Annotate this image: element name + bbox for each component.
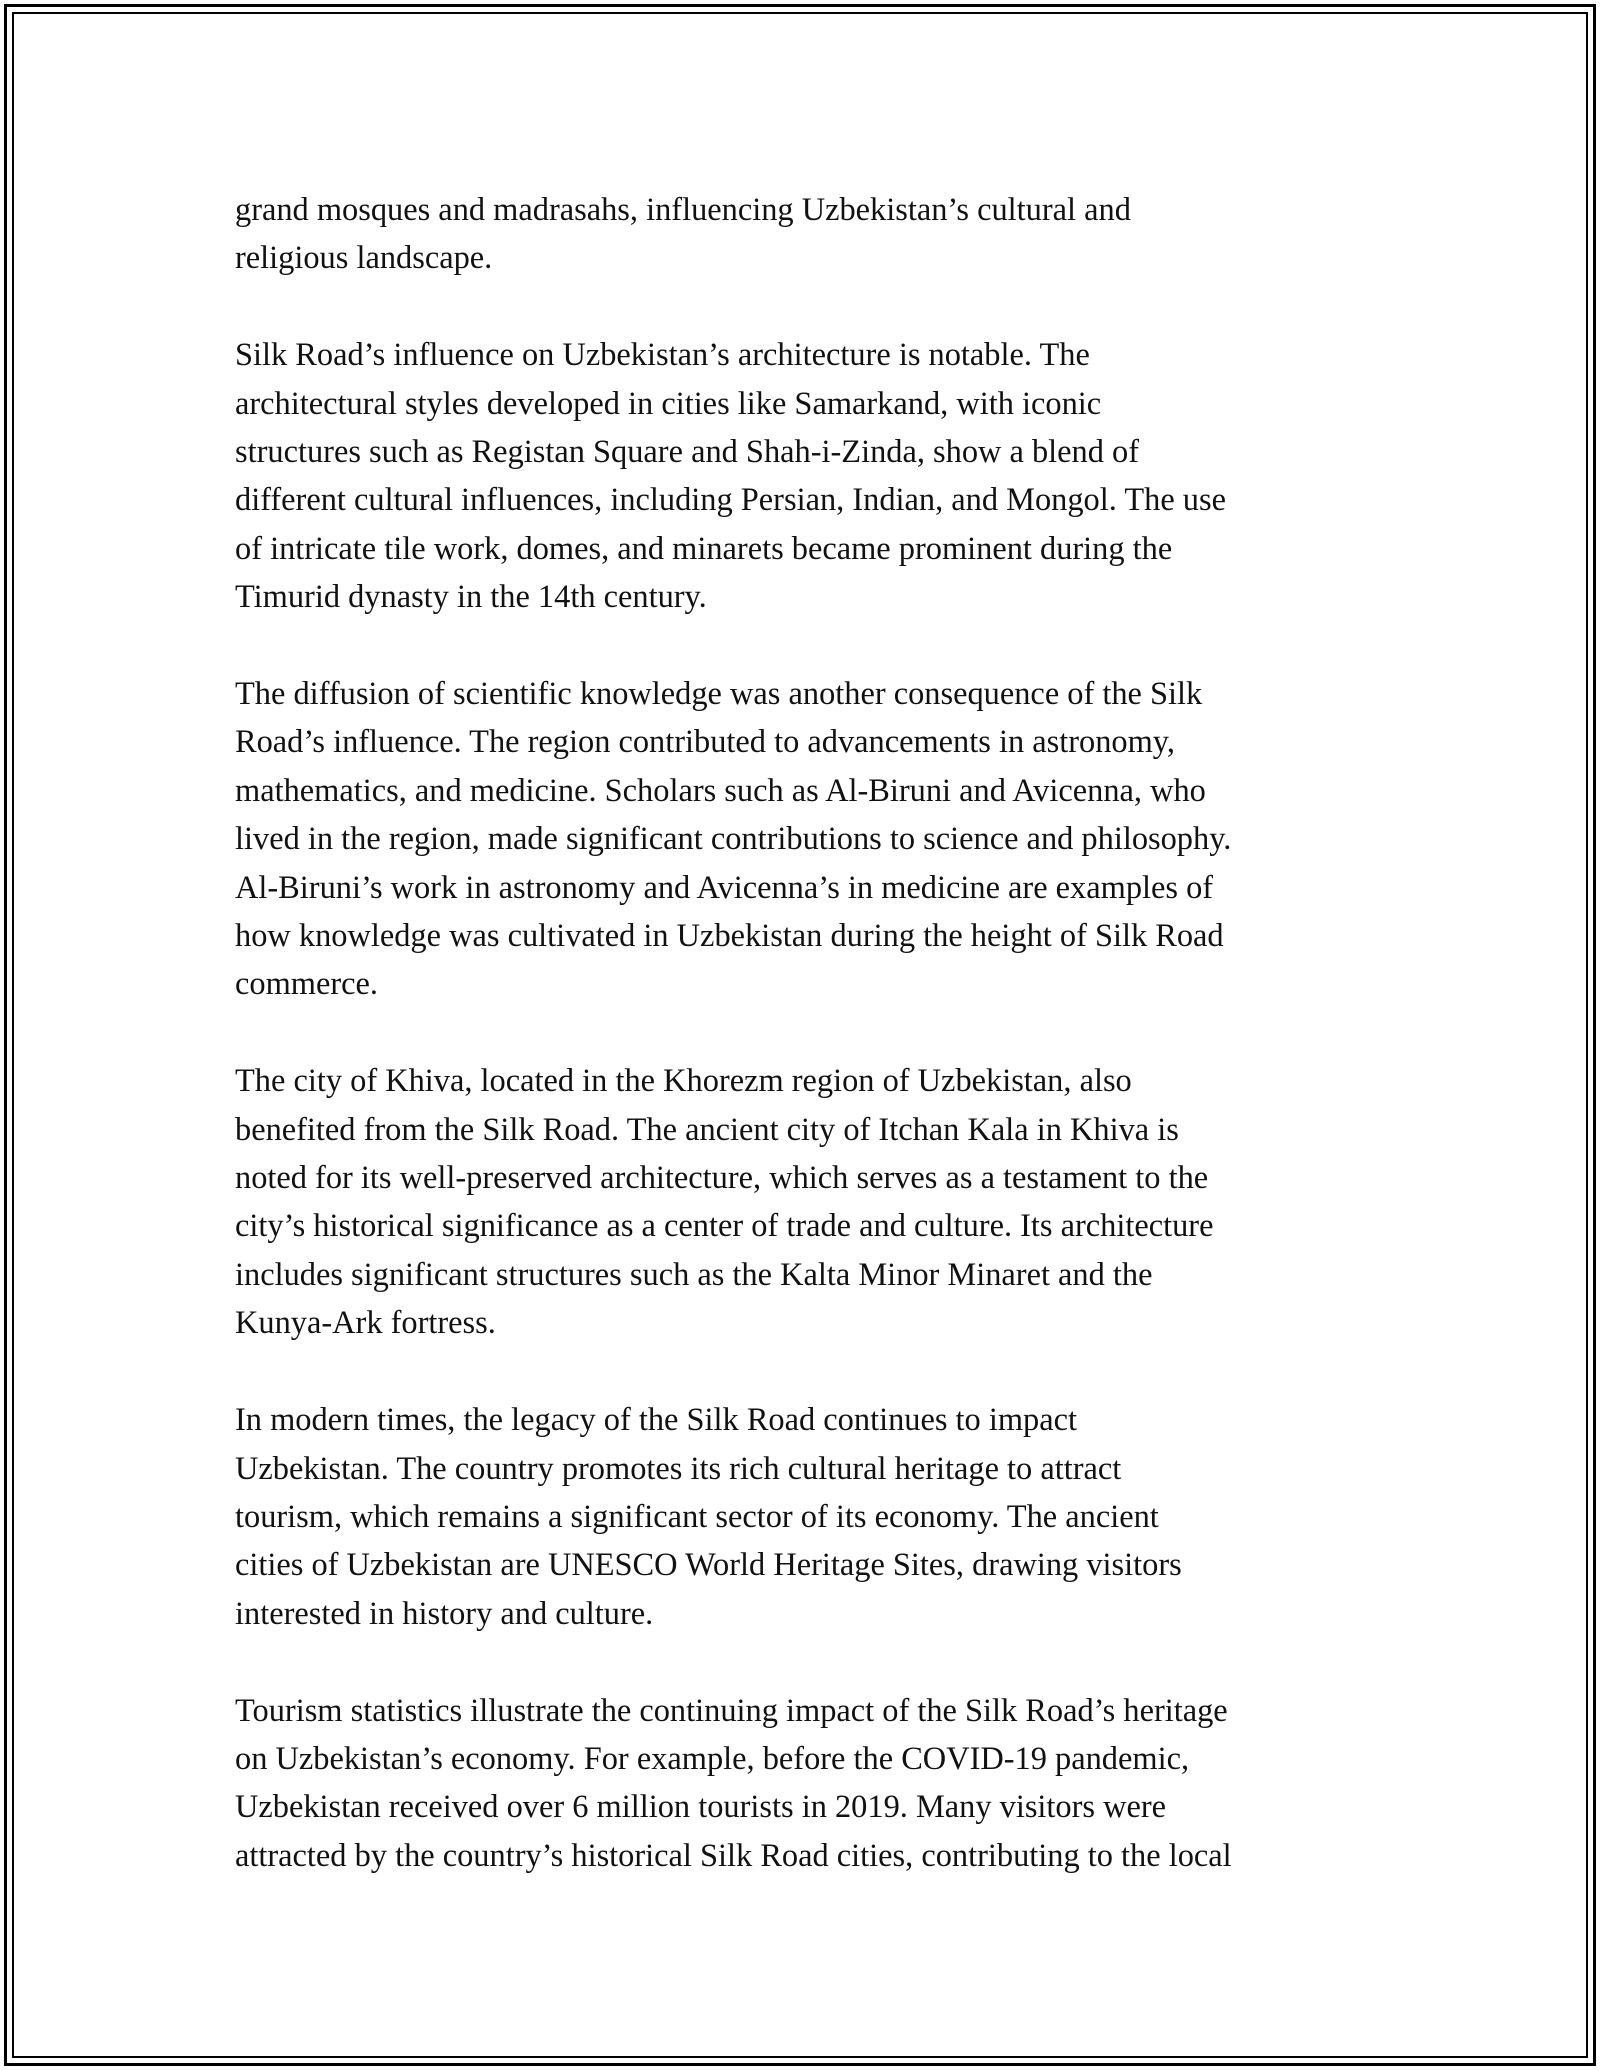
text-line: Kunya-Ark fortress. bbox=[235, 1305, 496, 1342]
text-line: structures such as Registan Square and Shah-i-Zinda, show a blend of bbox=[235, 434, 1140, 471]
text-line: Silk Road’s influence on Uzbekistan’s architecture is notable. The bbox=[235, 337, 1090, 374]
text-line: commerce. bbox=[235, 966, 378, 1003]
text-line: noted for its well-preserved architecture, which serves as a testament to the bbox=[235, 1160, 1209, 1197]
text-line: on Uzbekistan’s economy. For example, before the COVID-19 pandemic, bbox=[235, 1740, 1190, 1777]
paragraph-architecture bbox=[235, 331, 1375, 621]
text-line: The city of Khiva, located in the Khorezm region of Uzbekistan, also bbox=[235, 1063, 1132, 1100]
text-line: interested in history and culture. bbox=[235, 1595, 654, 1632]
text-line: benefited from the Silk Road. The ancient city of Itchan Kala in Khiva is bbox=[235, 1111, 1179, 1148]
text-line: Uzbekistan received over 6 million tourists in 2019. Many visitors were bbox=[235, 1789, 1167, 1826]
text-line: Uzbekistan. The country promotes its rich cultural heritage to attract bbox=[235, 1450, 1122, 1487]
text-line: cities of Uzbekistan are UNESCO World Heritage Sites, drawing visitors bbox=[235, 1547, 1182, 1584]
document-body bbox=[235, 186, 1375, 1929]
text-line: In modern times, the legacy of the Silk Road continues to impact bbox=[235, 1402, 1077, 1439]
text-line: attracted by the country’s historical Silk Road cities, contributing to the local bbox=[235, 1837, 1232, 1874]
paragraph-mosques bbox=[235, 186, 1375, 283]
text-line: includes significant structures such as the Kalta Minor Minaret and the bbox=[235, 1256, 1153, 1293]
text-line: mathematics, and medicine. Scholars such as Al-Biruni and Avicenna, who bbox=[235, 772, 1206, 809]
paragraph-khiva bbox=[235, 1057, 1375, 1347]
text-line: of intricate tile work, domes, and minarets became prominent during the bbox=[235, 530, 1173, 567]
text-line: tourism, which remains a significant sector of its economy. The ancient bbox=[235, 1498, 1159, 1535]
text-line: Road’s influence. The region contributed to advancements in astronomy, bbox=[235, 724, 1175, 761]
paragraph-modern-times bbox=[235, 1396, 1375, 1638]
text-line: The diffusion of scientific knowledge was another consequence of the Silk bbox=[235, 676, 1203, 713]
text-line: how knowledge was cultivated in Uzbekistan during the height of Silk Road bbox=[235, 918, 1224, 955]
text-line: Al-Biruni’s work in astronomy and Avicenna’s in medicine are examples of bbox=[235, 869, 1214, 906]
text-line: different cultural influences, including Persian, Indian, and Mongol. The use bbox=[235, 482, 1226, 519]
text-line: city’s historical significance as a center of trade and culture. Its architecture bbox=[235, 1208, 1214, 1245]
text-line: Timurid dynasty in the 14th century. bbox=[235, 579, 707, 616]
text-line: grand mosques and madrasahs, influencing Uzbekistan’s cultural and bbox=[235, 192, 1131, 228]
text-line: Tourism statistics illustrate the continuing impact of the Silk Road’s heritage bbox=[235, 1692, 1228, 1729]
text-line: architectural styles developed in cities like Samarkand, with iconic bbox=[235, 385, 1102, 422]
paragraph-tourism-statistics bbox=[235, 1687, 1375, 1881]
paragraph-science bbox=[235, 670, 1375, 1009]
text-line: religious landscape. bbox=[235, 240, 493, 277]
text-line: lived in the region, made significant contributions to science and philosophy. bbox=[235, 821, 1232, 858]
